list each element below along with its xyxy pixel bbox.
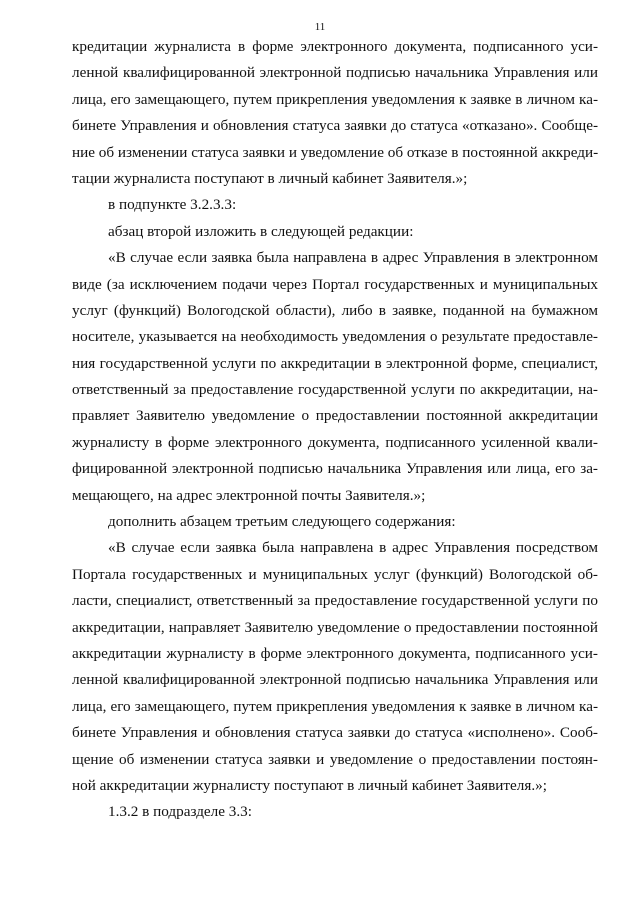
text-line: в подпункте 3.2.3.3: xyxy=(108,196,237,214)
text-line: ласти, специалист, ответственный за предоставление государственной услуги по xyxy=(72,592,598,610)
text-line: ние об изменении статуса заявки и уведомление об отказе в постоянной аккреди- xyxy=(72,143,599,161)
text-line: Портала государственных и муниципальных услуг (функций) Вологодской об- xyxy=(72,565,598,583)
text-line: ния государственной услуги по аккредитации в электронной форме, специалист, xyxy=(72,354,598,372)
text-line: виде (за исключением подачи через Портал государственных и муниципальных xyxy=(72,275,598,293)
text-line: мещающего, на адрес электронной почты Заявителя.»; xyxy=(72,486,426,504)
paragraph-subpoint xyxy=(72,192,598,218)
paragraph-instruction xyxy=(72,219,598,245)
paragraph-quote-third xyxy=(72,535,598,799)
text-line: тации журналиста поступают в личный кабинет Заявителя.»; xyxy=(72,169,468,187)
text-line: «В случае если заявка была направлена в адрес Управления в электронном xyxy=(108,249,598,267)
paragraph-quote-second xyxy=(72,245,598,509)
text-line: 1.3.2 в подразделе 3.3: xyxy=(108,803,252,821)
text-line: ной аккредитации журналисту поступают в личный кабинет Заявителя.»; xyxy=(72,776,547,794)
text-line: аккредитации журналисту в форме электронного документа, подписанного уси- xyxy=(72,644,598,662)
paragraph-continuation xyxy=(72,34,598,192)
text-line: ленной квалифицированной электронной подписью начальника Управления или xyxy=(72,671,598,689)
text-line: аккредитации, направляет Заявителю уведомление о предоставлении постоянной xyxy=(72,619,598,636)
text-line: «В случае если заявка была направлена в адрес Управления посредством xyxy=(108,539,598,557)
text-line: щение об изменении статуса заявки и уведомление о предоставлении постоян- xyxy=(72,750,598,768)
text-line: кредитации журналиста в форме электронного документа, подписанного уси- xyxy=(72,38,598,55)
text-line: журналисту в форме электронного документа, подписанного усиленной квали- xyxy=(72,433,598,451)
text-line: дополнить абзацем третьим следующего содержания: xyxy=(108,513,456,531)
text-line: ленной квалифицированной электронной подписью начальника Управления или xyxy=(72,64,598,82)
text-line: услуг (функций) Вологодской области), либо в заявке, поданной на бумажном xyxy=(72,301,598,319)
text-line: абзац второй изложить в следующей редакции: xyxy=(108,222,414,240)
text-line: ответственный за предоставление государственной услуги по аккредитации, на- xyxy=(72,381,598,399)
text-line: бинете Управления и обновления статуса заявки до статуса «отказано». Сообще- xyxy=(72,117,598,135)
text-line: правляет Заявителю уведомление о предоставлении постоянной аккредитации xyxy=(72,407,598,425)
page-number: 11 xyxy=(314,21,326,33)
text-line: лица, его замещающего, путем прикрепления уведомления к заявке в личном ка- xyxy=(72,697,598,715)
text-line: носителе, указывается на необходимость уведомления о результате предоставле- xyxy=(72,328,598,346)
document-body xyxy=(72,34,598,826)
paragraph-instruction xyxy=(72,509,598,535)
paragraph-subsection xyxy=(72,799,598,825)
text-line: фицированной электронной подписью начальника Управления или лица, его за- xyxy=(72,460,598,478)
text-line: бинете Управления и обновления статуса заявки до статуса «исполнено». Сооб- xyxy=(72,724,598,742)
text-line: лица, его замещающего, путем прикрепления уведомления к заявке в личном ка- xyxy=(72,90,598,108)
